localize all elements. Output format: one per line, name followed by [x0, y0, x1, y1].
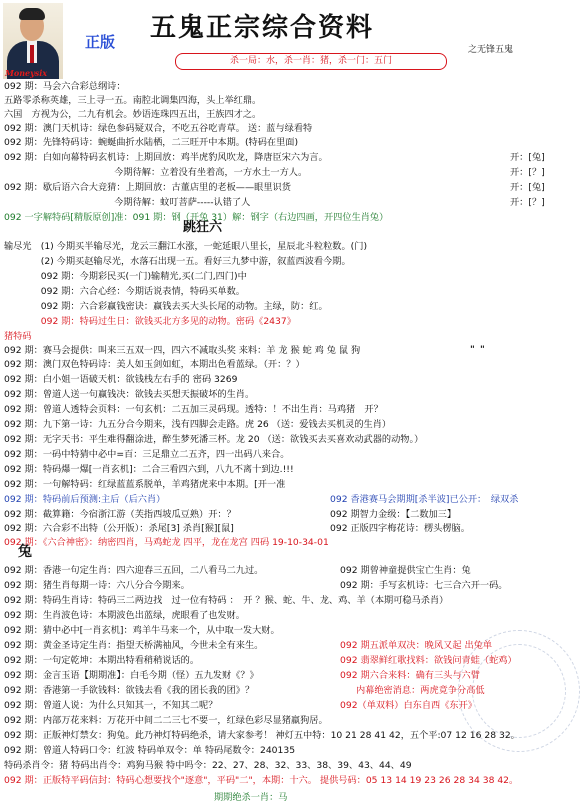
right-note: 092 香港赛马会期期[杀半波]已公开： 绿双杀: [330, 494, 519, 505]
edition-label: 正版: [85, 33, 116, 51]
text-line: 092 期：六合心经：今期话说表情，特码买单数。: [4, 286, 245, 297]
text-line: 092 期：截算籍：今宿浙江游（芙指西坡瓜豆熟）开：？: [4, 509, 236, 520]
text-line: 092 期：马会六合彩总纲诗：: [4, 81, 126, 92]
text-line: 六国 方视为公，二九有机会。妙语连珠四五出，王族四才之。: [4, 109, 262, 120]
text-line: 092 期：正版特平码信封：特码心想要找个"逐意"，平码"二"，本期：十六。 提供号码：05 13 14 19 23 26 28 34 38 42。: [4, 775, 519, 786]
signature: 之无锋五鬼: [468, 45, 514, 55]
text-line: 092 期：金言玉语【期期准】：白毛今期（怪）五九发财《？》: [4, 670, 259, 681]
quote-mark: ": [470, 344, 475, 355]
text-line: 092 期：生肖波色诗：本期波色出蓝绿，虎眼看了也发财。: [4, 610, 245, 621]
text-line: 092 期：赛马会提供：叫来三五双一四，四六不减取头奖 来料：羊 龙 猴 蛇 鸡 兔 鼠 狗: [4, 345, 361, 356]
text-line: 092 期：《六合神密》：纳密四肖，马鸡蛇龙 四平，龙在龙宫 四码 19-10-34-01: [4, 537, 329, 548]
text-line: 092 期：曾道人说：为什么只知其一，不知其二呢？: [4, 700, 218, 711]
text-line: 092 期：无字天书：平生难得翻涂进，醉生梦死潘三杯。龙 20 （送：欲钱买去买喜欢动武器的动物。）: [4, 434, 424, 445]
text-line: 092 期：特码生肖诗：特码三二两边找 过一位有特码 ： 开 ？猴、蛇、牛、龙、鸡、羊（本期可稳马杀肖）: [4, 595, 449, 606]
text-line: 092 期：猪生肖每期一诗：六八分合今期来。: [4, 580, 190, 591]
portrait-tie: [30, 45, 34, 63]
text-line: 特码杀肖令：猪 特码出肖令：鸡狗马猴 特中吗令：22、27、28、32、33、38、39、43、44、49: [4, 760, 412, 771]
text-line: 092 期：正版神灯禁女：狗兔。此乃神灯特码绝杀，请大家参考！ 神灯五中特：10 21 28 41 42，五个平:07 12 16 28 32。: [4, 730, 520, 741]
text-line: 092 期：特码前后预测:主后（后六肖）: [4, 494, 166, 505]
text-line: 092 期：曾道人送一句赢钱决：欲钱去买想天振破坏的生肖。: [4, 389, 255, 400]
right-note: 092 正版四字梅花诗：楞头楞脑。: [330, 523, 470, 534]
right-note: 092 期五派单双决：晚风又起 出兔单: [340, 640, 493, 651]
text-line: 092 期：白如向幕特码玄机诗：上期回放：鸡半虎豹风吹龙，降唐臣宋六为言。: [4, 152, 328, 163]
text-line: 092 期：六合彩赢钱密诀：赢钱去买大头长尾的动物。主绿，防：红。: [4, 301, 328, 312]
right-note: 开：[？]: [510, 197, 545, 208]
right-note: 092 期：手写玄机诗：七三合六开一码。: [340, 580, 508, 591]
text-line: 092 期：特码爆一爆[一肖玄机]：二合三看四六到，八九不离十到边.!!!: [4, 464, 294, 475]
text-line: 092 期：六合彩不出特（公开版）：杀尾[3] 杀肖[猴][鼠]: [4, 523, 234, 534]
text-line: 092 期：一句解特码：红绿蓝蓝系脱单，羊鸡猪虎来中本期。[开一准: [4, 479, 286, 490]
text-line: 092 期：九下第一诗：九五分合今期来，浅有四脚会走路。虎 26 （送：爱钱去买机灵的生肖）: [4, 419, 392, 430]
text-line: 092 一字解特码[精版原创]准：091 期：钢（开兔 31）解：钢字（右边四画，开四位生肖兔）: [4, 212, 389, 223]
right-note: 092 期曾神童提供宝亡生肖：兔: [340, 565, 471, 576]
text-line: 092 期：内部万花来料：万花开中间二二三七不要一，红绿色彩尽显猪羸狗居。: [4, 715, 328, 726]
text-line: 092 期：黄金圣诗定生肖：指望天桥满袖风，今世未全有来生。: [4, 640, 264, 651]
quote-mark: ": [480, 344, 485, 355]
right-note: 092 期智力金级：【二数加三】: [330, 509, 457, 520]
text-line: 092 期：一码中特猜中必中=百：三足鼎立二五齐，四一出码八来合。: [4, 449, 290, 460]
text-line: 092 期：香港第一手欲钱料：欲钱去看《我的团长我的团》？: [4, 685, 255, 696]
text-line: 092 期：今期彩民买(一门)输精光,买(二门,四门)中: [4, 271, 247, 282]
logo-text: Moneysix: [5, 68, 48, 78]
text-line: 092 期：白小姐一语破天机：欲钱栈左右手的 密码 3269: [4, 374, 238, 385]
right-note: 内幕绝密消息：两虎竟争分高低: [356, 685, 485, 696]
right-note: 092 期六合来料：确有三头与六臂: [340, 670, 480, 681]
kill-subtitle: 杀一局：水，杀一肖：猪，杀一门：五门: [175, 53, 447, 70]
right-note: 092（单双料）白东自西《东开》: [340, 700, 477, 711]
right-note: 092 翡翠鲜红歌找料：欲钱问青蛙（蛇鸡）: [340, 655, 517, 666]
section-mark-jump: 跳狂六: [183, 220, 223, 235]
right-note: 开：[？]: [510, 167, 545, 178]
section-mark-rabbit: 兔: [18, 544, 32, 560]
text-line: 092 期：曾道人透特会页料：一句玄机：二五加三灵码现。透特：！不出生肖：马鸡猪 开？: [4, 404, 383, 415]
right-note: 开：[兔]: [510, 182, 545, 193]
text-line: 猪特码: [4, 331, 32, 342]
text-line: 今期待解：立着没有坐着高，一方水土一方人。: [4, 167, 308, 178]
text-line: 输尽光 (1) 今期买半输尽光，龙云三翻江水涨，一蛇延眼八里长，星辰北斗粒粒数。(门): [4, 241, 368, 252]
text-line: 今期待解：蚊叮菩萨-----认错了人: [4, 197, 251, 208]
text-line: 092 期：猜中必中[一肖玄机]：鸡羊牛马来一个，从中取一发大财。: [4, 625, 280, 636]
text-line: 期期绝杀一肖：马: [214, 792, 288, 803]
page-title: 五鬼正宗综合资料: [150, 13, 375, 43]
text-line: (2) 今期买赵输尽光，水落石出现一五。看好三九梦中游，叙蓝西波看今期。: [4, 256, 351, 267]
text-line: 092 期：香港一句定生肖：四六迎春三五回，二八看马二九过。: [4, 565, 264, 576]
portrait-hair: [19, 8, 45, 20]
text-line: 092 期：曾道人特码口令：红波 特码单双令：单 特码尾数令：240135: [4, 745, 296, 756]
text-line: 092 期：特码过生日：欲钱买北方多见的动物。密码《2437》: [4, 316, 296, 327]
text-line: 092 期：澳门天机诗：绿色参码疑双合，不吃五谷吃青草。 送：蓝与绿看特: [4, 123, 313, 134]
portrait-photo: [3, 3, 63, 79]
text-line: 092 期：一句定乾坤：本期出特看稍稍说话的。: [4, 655, 200, 666]
text-line: 092 期：澳门双色特码诗：美人如玉剑如虹，本期出色看蓝绿。（开：？）: [4, 359, 305, 370]
right-note: 开：[兔]: [510, 152, 545, 163]
text-line: 092 期：歇后语六合大竞猜：上期回放：古董店里的老板——眼里识货: [4, 182, 291, 193]
text-line: 092 期：先锋特码诗：蜿蜒曲折水陆栖，二三旺开中本期。(特码在里面): [4, 137, 299, 148]
text-line: 五路零杀称英雄，三上寻一五。南腔北调集四海，头上举红鼎。: [4, 95, 262, 106]
